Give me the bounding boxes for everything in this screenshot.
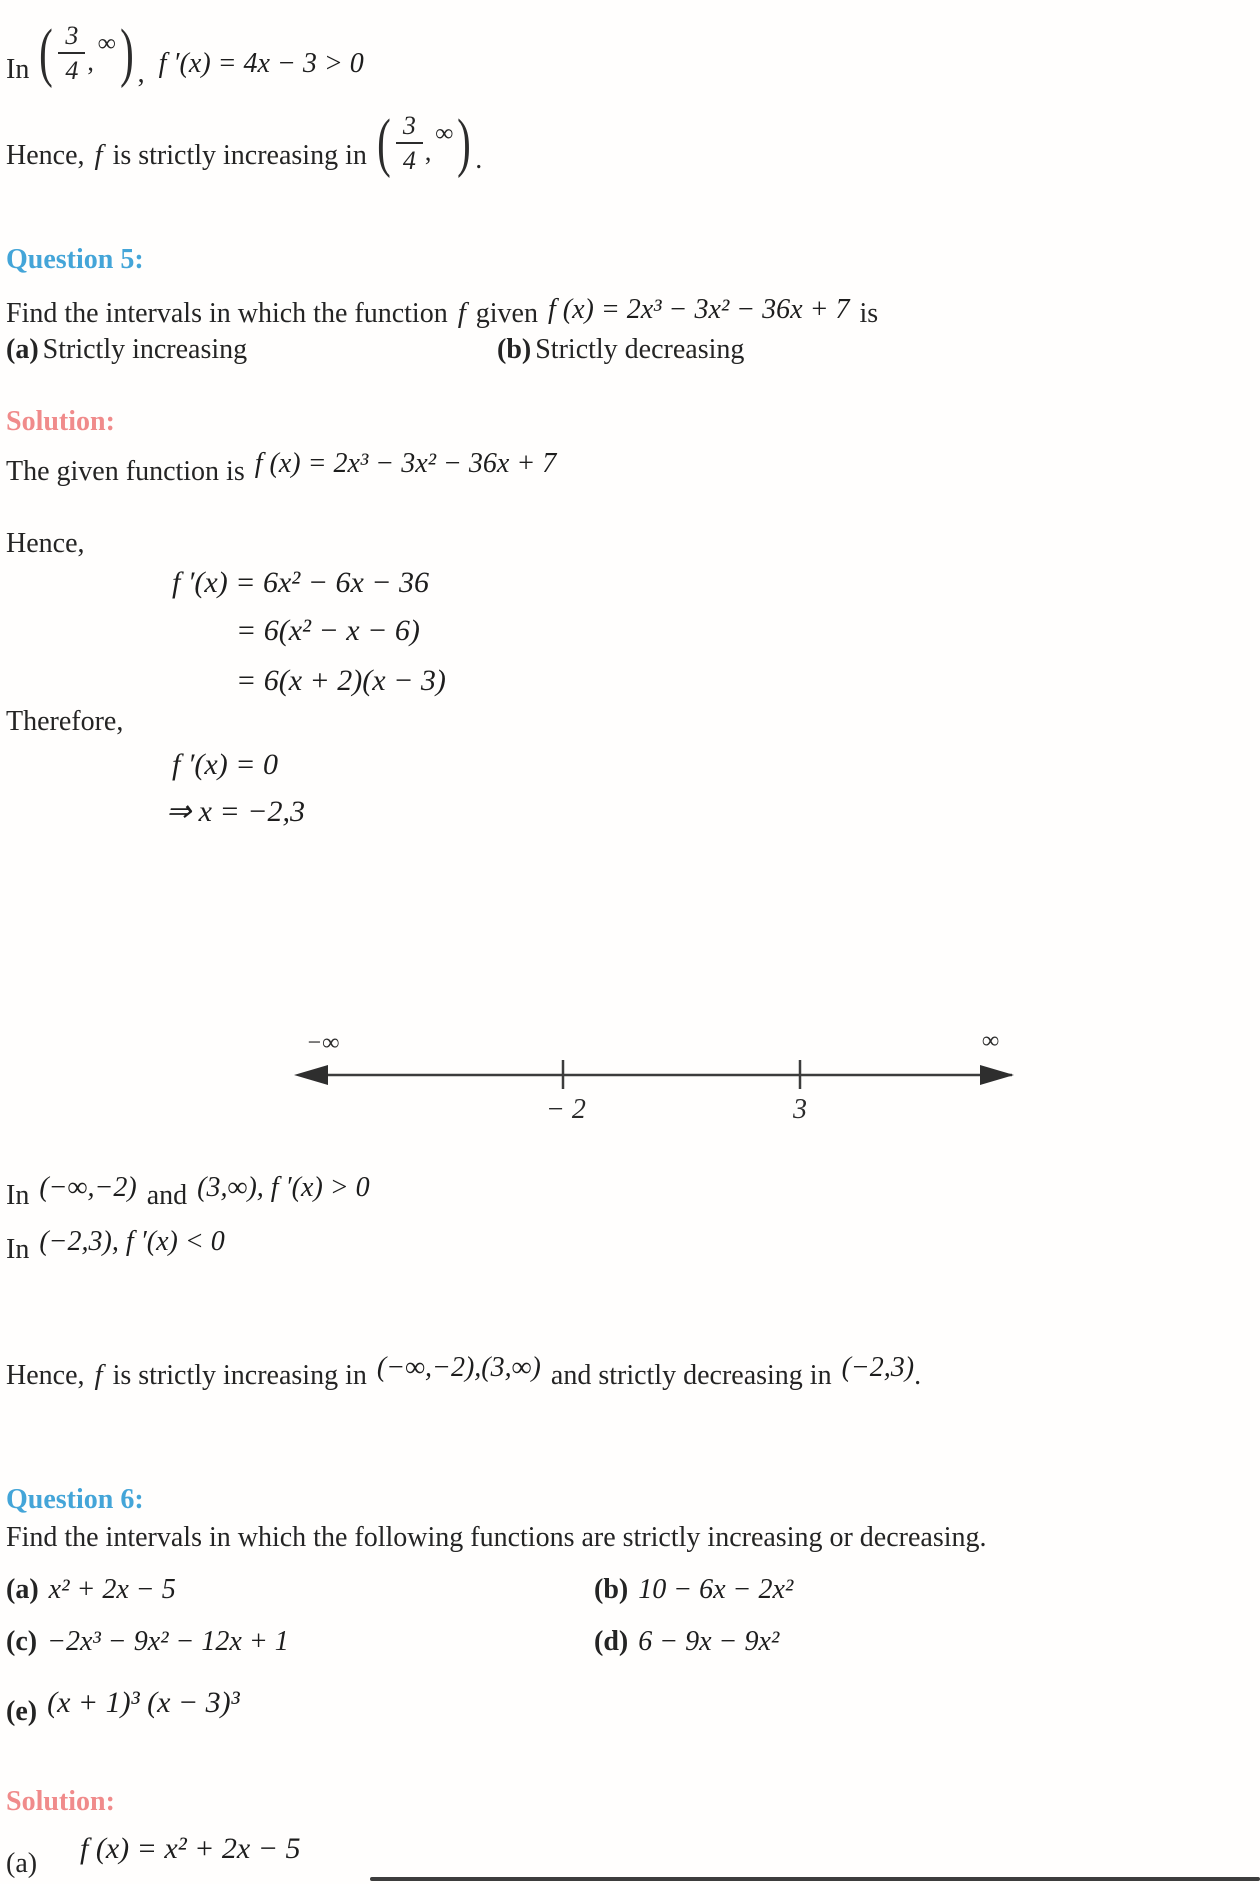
- question-5-heading: Question 5:: [6, 244, 144, 275]
- option-a-text: Strictly increasing: [42, 334, 248, 365]
- function-f-symbol: f: [94, 1359, 103, 1391]
- derivative-line-1: f ′(x) = 6x² − 6x − 36: [172, 566, 430, 599]
- intro-line-1: [6, 6, 364, 92]
- option-c-math: −2x³ − 9x² − 12x + 1: [47, 1626, 289, 1657]
- pos-infinity-label: ∞: [982, 1028, 1000, 1054]
- prompt-prefix: Find the intervals in which the function: [6, 297, 448, 329]
- part-a-math: f (x) = x² + 2x − 5: [80, 1832, 301, 1865]
- fraction-denominator: 4: [402, 145, 416, 175]
- hence-word: Hence,: [6, 1359, 85, 1391]
- infinity-symbol: ∞: [435, 120, 454, 147]
- number-line-figure: [280, 1028, 1025, 1128]
- interval-comma: ,: [87, 47, 94, 76]
- prompt-given-word: given: [475, 297, 538, 329]
- option-a: [6, 334, 247, 366]
- option-b-label: (b): [497, 334, 532, 365]
- derivative-line-2: = 6(x² − x − 6): [236, 614, 420, 647]
- right-arrowhead-icon: [980, 1065, 1014, 1085]
- option-a-label: (a): [6, 1574, 39, 1605]
- option-d: [594, 1626, 779, 1658]
- interval-three-fourths-infinity: [35, 14, 137, 92]
- increasing-intervals-math: (−∞,−2),(3,∞): [376, 1352, 541, 1383]
- period: .: [914, 1359, 922, 1391]
- fraction-denominator: 4: [65, 55, 79, 85]
- option-d-math: 6 − 9x − 9x²: [638, 1626, 780, 1657]
- increasing-text: is strictly increasing in: [112, 139, 367, 171]
- cubic-function-math: f (x) = 2x³ − 3x² − 36x + 7: [547, 294, 850, 325]
- option-e-math: (x + 1)³ (x − 3)³: [47, 1686, 240, 1719]
- fraction-numerator: 3: [58, 21, 85, 54]
- given-function-line: [6, 446, 556, 490]
- question-6-part-a: [0, 1830, 1260, 1884]
- neg-infinity-label: −∞: [306, 1030, 340, 1056]
- hence-word: Hence,: [6, 139, 85, 171]
- question-5-conclusion: [6, 1342, 921, 1394]
- option-b-math: 10 − 6x − 2x²: [638, 1574, 794, 1605]
- interval-analysis-line-1: [6, 1162, 370, 1214]
- option-b: [594, 1574, 793, 1606]
- interval-three-fourths-infinity: [373, 104, 475, 182]
- comma-infinity: [87, 30, 116, 76]
- option-b: [497, 334, 744, 366]
- option-a-label: (a): [6, 334, 39, 365]
- part-a-label: (a): [6, 1848, 38, 1879]
- option-c: [6, 1626, 289, 1658]
- number-line: [280, 1028, 1025, 1123]
- in-word: In: [6, 1179, 30, 1211]
- period: .: [475, 143, 483, 175]
- solution-heading: Solution:: [6, 1786, 115, 1817]
- tick-minus-2-label: − 2: [546, 1094, 586, 1123]
- prompt-suffix: is: [859, 297, 879, 329]
- separator-comma: ,: [137, 57, 145, 89]
- option-b-text: Strictly decreasing: [535, 334, 745, 365]
- right-paren: ): [119, 16, 134, 89]
- critical-point-equation: f ′(x) = 0: [172, 748, 278, 781]
- therefore-word: Therefore,: [6, 706, 124, 737]
- question-6-prompt: Find the intervals in which the following functions are strictly increasing or decreasing.: [6, 1522, 987, 1553]
- interval-math: (−∞,−2): [39, 1172, 137, 1203]
- right-paren: ): [457, 106, 472, 179]
- option-e-label: (e): [6, 1696, 38, 1727]
- interval-analysis-line-2: [6, 1216, 225, 1268]
- fraction-three-fourths: [396, 111, 423, 176]
- and-word: and: [146, 1179, 188, 1211]
- intro-in-word: In: [6, 53, 30, 85]
- question-5-prompt: [6, 288, 878, 332]
- tick-3-label: 3: [793, 1094, 807, 1123]
- solution-heading: Solution:: [6, 406, 115, 437]
- question-6-row-e: [6, 1676, 240, 1730]
- left-arrowhead-icon: [294, 1065, 328, 1085]
- fraction-three-fourths: [58, 21, 85, 86]
- comma-infinity: [424, 120, 454, 166]
- intro-line-2: [6, 94, 482, 182]
- critical-roots: ⇒ x = −2,3: [166, 795, 305, 828]
- interval-math: (−2,3), f ′(x) < 0: [39, 1226, 225, 1257]
- given-prefix: The given function is: [6, 455, 245, 487]
- option-c-label: (c): [6, 1626, 38, 1657]
- option-d-label: (d): [594, 1626, 629, 1657]
- in-word: In: [6, 1233, 30, 1265]
- option-a-math: x² + 2x − 5: [48, 1574, 176, 1605]
- conclusion-mid2: and strictly decreasing in: [550, 1359, 832, 1391]
- left-paren: (: [39, 16, 54, 89]
- question-6-row-ab: [0, 1574, 1260, 1618]
- interval-comma: ,: [424, 137, 432, 166]
- option-b-label: (b): [594, 1574, 629, 1605]
- question-6-heading: Question 6:: [6, 1484, 144, 1515]
- scan-artifact-line: [370, 1877, 1260, 1881]
- derivative-line-3: = 6(x + 2)(x − 3): [236, 664, 446, 697]
- function-f-symbol: f: [94, 139, 103, 171]
- cubic-function-math: f (x) = 2x³ − 3x² − 36x + 7: [254, 448, 557, 479]
- infinity-symbol: ∞: [97, 30, 116, 57]
- conclusion-mid1: is strictly increasing in: [112, 1359, 367, 1391]
- derivative-inequality: f ′(x) = 4x − 3 > 0: [158, 48, 364, 79]
- fraction-numerator: 3: [396, 111, 423, 144]
- function-f-symbol: f: [457, 297, 466, 329]
- interval-math: (3,∞), f ′(x) > 0: [197, 1172, 370, 1203]
- hence-word: Hence,: [6, 528, 85, 559]
- decreasing-interval-math: (−2,3): [841, 1352, 915, 1383]
- question-5-options: [0, 334, 1260, 372]
- option-a: [6, 1574, 176, 1606]
- question-6-row-cd: [0, 1626, 1260, 1670]
- left-paren: (: [377, 106, 391, 179]
